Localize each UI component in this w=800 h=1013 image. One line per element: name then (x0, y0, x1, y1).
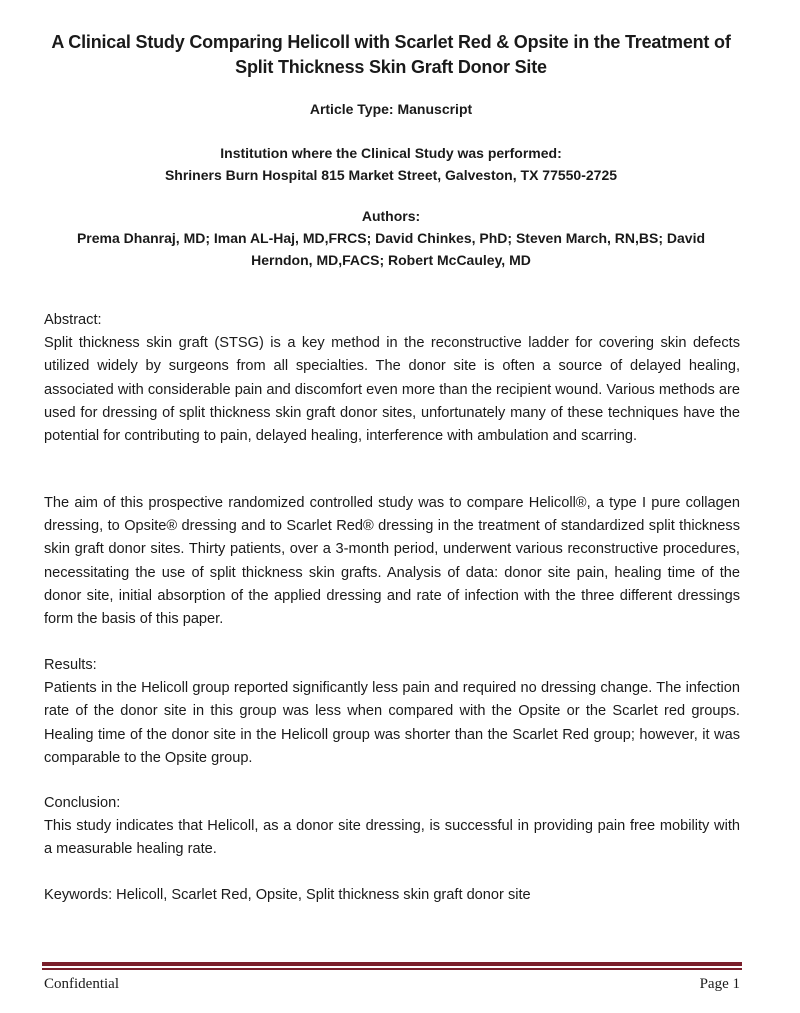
institution-value: Shriners Burn Hospital 815 Market Street, Galveston, TX 77550-2725 (164, 167, 618, 183)
article-type: Article Type: Manuscript (309, 101, 473, 117)
footer-rule-thick (42, 962, 742, 966)
authors-line-1: Prema Dhanraj, MD; Iman AL-Haj, MD,FRCS; David Chinkes, PhD; Steven March, RN,BS; David (76, 230, 706, 246)
conclusion-label: Conclusion: (44, 795, 121, 811)
title-line-1: A Clinical Study Comparing Helicoll with Scarlet Red & Opsite in the Treatment of (51, 32, 731, 52)
results-label: Results: (44, 657, 97, 673)
abstract-label: Abstract: (44, 312, 102, 328)
institution-label: Institution where the Clinical Study was performed: (220, 145, 562, 161)
keywords-line: Keywords: Helicoll, Scarlet Red, Opsite, Split thickness skin graft donor site (44, 887, 531, 903)
footer-rule-thin (42, 968, 742, 970)
results-section (44, 654, 740, 770)
conclusion-section (44, 792, 740, 862)
footer-confidential: Confidential (44, 976, 119, 992)
conclusion-text: This study indicates that Helicoll, as a donor site dressing, is successful in providing pain free mobility with a measurable healing rate. (44, 818, 740, 858)
authors-label: Authors: (361, 208, 421, 224)
footer-page-number: Page 1 (699, 976, 740, 992)
institution-block (40, 142, 742, 186)
abstract-paragraph-2: The aim of this prospective randomized controlled study was to compare Helicoll®, a type I pure collagen dressing, to Opsite® dressing and to Scarlet Red® dressing in the treatment of standardized split thickness skin graft donor sites. Thirty patients, over a 3-month period, underwent various reconstructive procedures, necessitating the use of split thickness skin grafts. Analysis of data: donor site pain, healing time of the donor site, initial absorption of the applied dressing and rate of infection with the three different dressings form the basis of this paper. (44, 495, 740, 628)
authors-block (40, 205, 742, 271)
results-text: Patients in the Helicoll group reported significantly less pain and required no dressing change. The infection rate of the donor site in this group was less when compared with the Opsite or the Scarlet red groups. Healing time of the donor site in the Helicoll group was shorter than the Scarlet Red group; however, it was comparable to the Opsite group. (44, 680, 740, 766)
abstract-section (44, 309, 740, 448)
paper-title (40, 30, 742, 80)
abstract-paragraph-1: Split thickness skin graft (STSG) is a key method in the reconstructive ladder for covering skin defects utilized widely by surgeons from all specialties. The donor site is often a source of delayed healing, associated with considerable pain and discomfort even more than the recipient wound. Various methods are used for dressing of split thickness skin graft donor sites, unfortunately many of these techniques have the potential for contributing to pain, delayed healing, interference with ambulation and scarring. (44, 335, 740, 445)
title-line-2: Split Thickness Skin Graft Donor Site (235, 57, 547, 77)
authors-line-2: Herndon, MD,FACS; Robert McCauley, MD (251, 252, 531, 268)
